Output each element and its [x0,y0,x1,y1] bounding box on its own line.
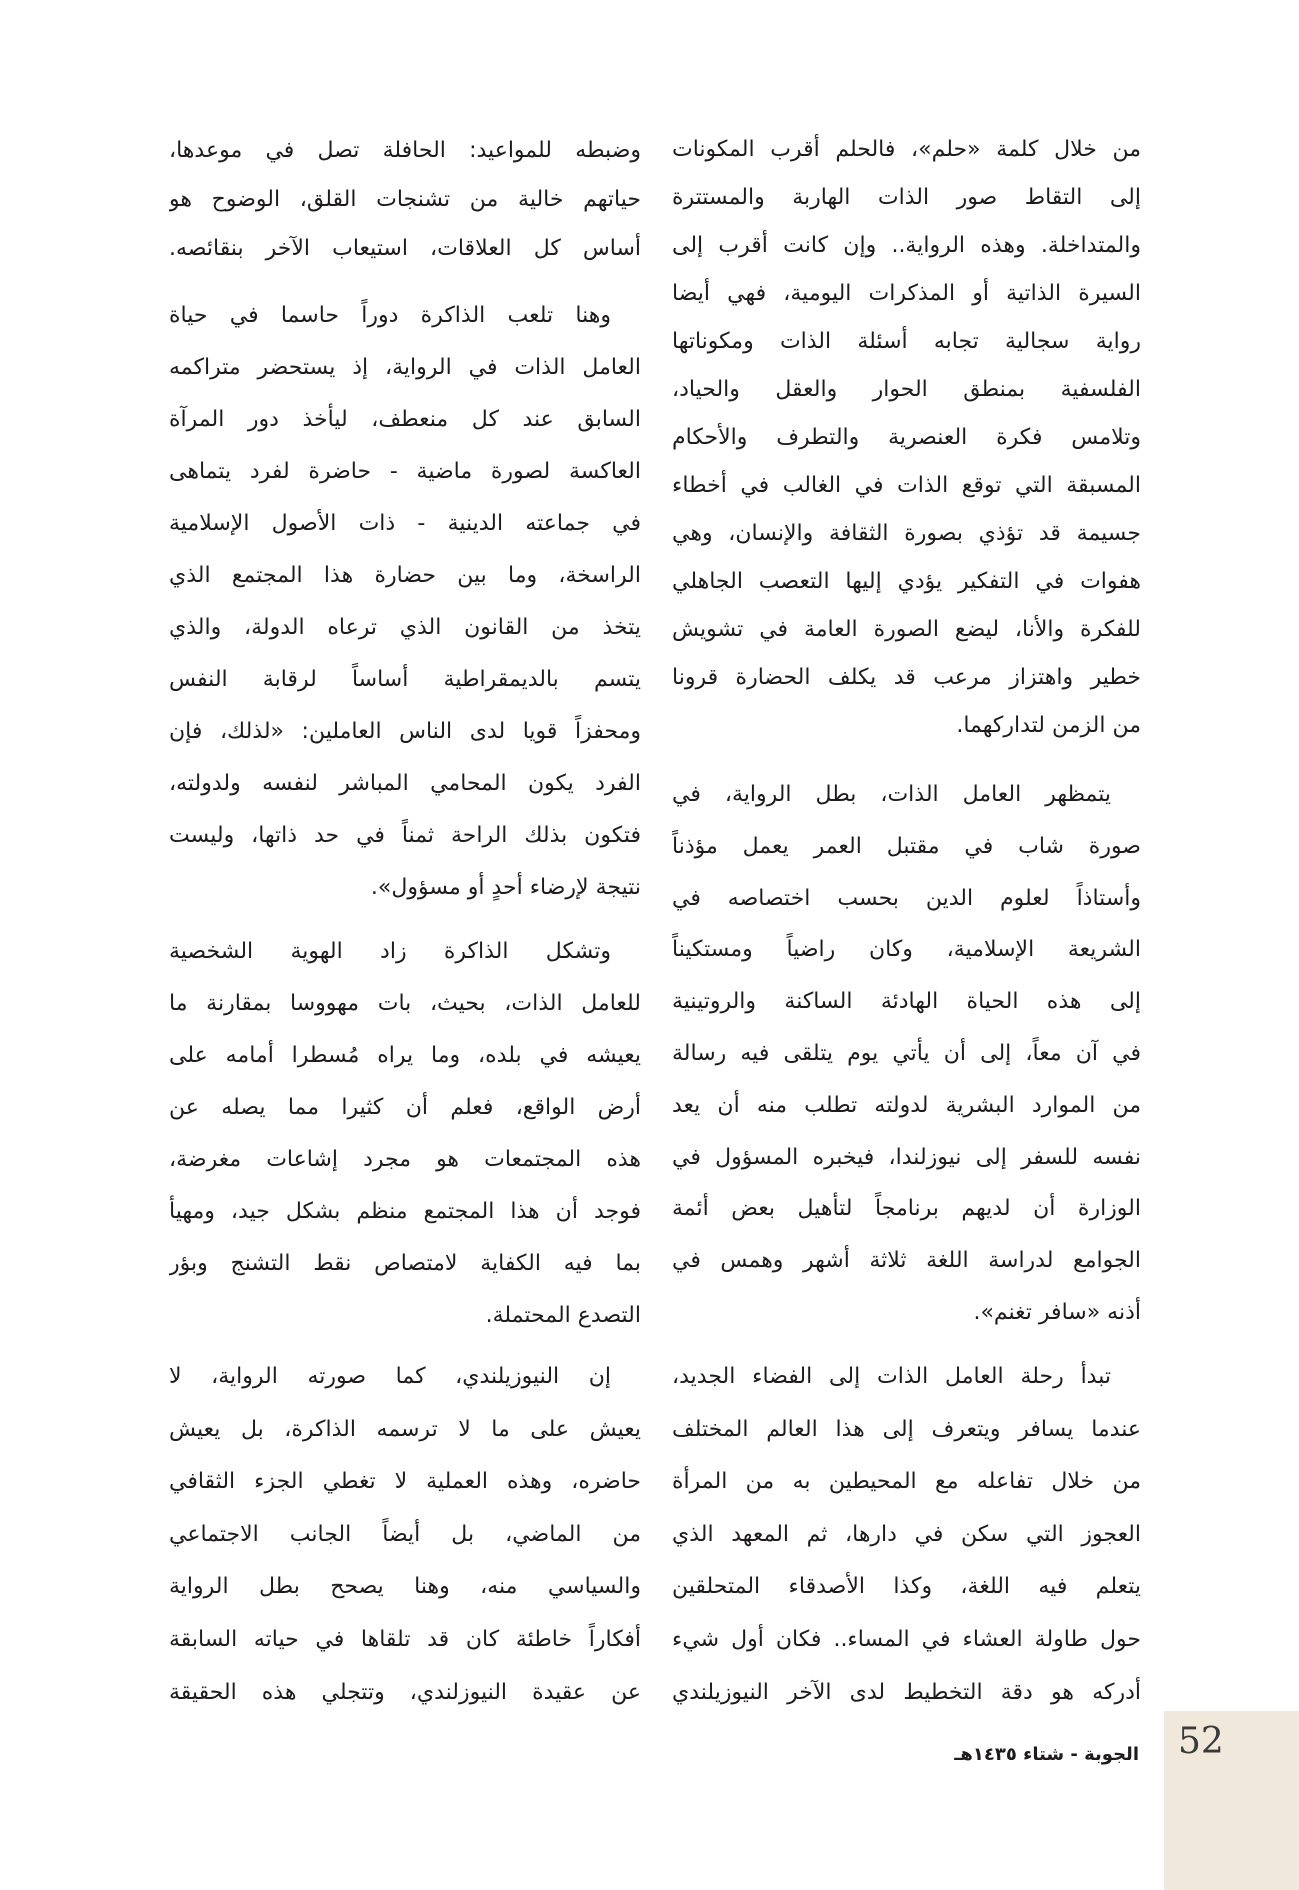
text-line: يتمظهر العامل الذات، بطل الرواية، في [672,782,1111,807]
text-line: عن عقيدة النيوزلندي، وتتجلي هذه الحقيقة [169,1679,641,1705]
text-line: خطير واهتزاز مرعب قد يكلف الحضارة قرونا [672,665,1141,690]
text-line: الشريعة الإسلامية، وكان راضياً ومستكيناً [672,937,1141,963]
text-line: أذنه «سافر تغنم». [973,1299,1141,1325]
text-line: عندما يسافر ويتعرف إلى هذا العالم المختلف [672,1416,1141,1442]
text-line: هذه المجتمعات هو مجرد إشاعات مغرضة، [169,1147,641,1172]
text-line: الفلسفية بمنطق الحوار والعقل والحياد، [672,377,1141,402]
paragraph [672,126,1141,750]
text-line: وتشكل الذاكرة زاد الهوية الشخصية [169,939,611,964]
text-line: التصدع المحتملة. [485,1303,641,1328]
text-line: للفكرة والأنا، ليضع الصورة العامة في تشويش [672,617,1141,642]
page-number-tab [1164,1711,1299,1890]
text-line: إن النيوزيلندي، كما صورته الرواية، لا [169,1364,611,1389]
text-line: أساس كل العلاقات، استيعاب الآخر بنقائصه. [169,236,641,261]
text-line: تبدأ رحلة العامل الذات إلى الفضاء الجديد، [672,1364,1111,1389]
text-line: نفسه للسفر إلى نيوزلندا، فيخبره المسؤول في [672,1144,1141,1170]
text-line: في آن معاً، إلى أن يأتي يوم يتلقى فيه رسالة [672,1040,1141,1066]
text-line: يتخذ من القانون الذي ترعاه الدولة، والذي [169,615,641,640]
text-line: العجوز التي سكن في دارها، ثم المعهد الذي [672,1521,1141,1547]
text-line: بما فيه الكفاية لامتصاص نقط التشنج وبؤر [169,1251,641,1276]
text-line: السيرة الذاتية أو المذكرات اليومية، فهي أيضا [672,281,1141,306]
text-line: حاضره، وهذه العملية لا تغطي الجزء الثقافي [169,1469,641,1495]
text-line: السابق عند كل منعطف، ليأخذ دور المرآة [169,407,641,432]
paragraph [169,926,641,1342]
text-line: وأستاذاً لعلوم الدين بحسب اختصاصه في [672,885,1141,911]
left-column [169,0,641,1720]
text-line: صورة شاب في مقتبل العمر يعمل مؤذناً [672,833,1141,859]
text-line: في جماعته الدينية - ذات الأصول الإسلامية [169,511,641,536]
text-line: وتلامس فكرة العنصرية والتطرف والأحكام [672,425,1141,450]
text-line: الراسخة، وما بين حضارة هذا المجتمع الذي [169,563,641,588]
text-line: العاكسة لصورة ماضية - حاضرة لفرد يتماهى [169,459,641,484]
text-line: يعيش على ما لا ترسمه الذاكرة، بل يعيش [169,1416,641,1442]
text-line: من الموارد البشرية لدولته تطلب منه أن يعد [672,1092,1141,1118]
text-line: العامل الذات في الرواية، إذ يستحضر متراكمه [169,355,641,380]
text-line: المسبقة التي توقع الذات في الغالب في أخطاء [672,473,1141,498]
text-line: والسياسي منه، وهنا يصحح بطل الرواية [169,1574,641,1600]
paragraph [672,769,1141,1339]
text-line: أدركه هو دقة التخطيط لدى الآخر النيوزيلندي [672,1679,1141,1705]
text-line: يعيشه في بلده، وما يراه مُسطرا أمامه على [169,1043,641,1068]
text-line: من الماضي، بل أيضاً الجانب الاجتماعي [169,1521,641,1547]
text-line: الوزارة أن لديهم برنامجاً لتأهيل بعض أئمة [672,1196,1141,1222]
page-number: 52 [1178,1721,1224,1762]
text-line: من خلال تفاعله مع المحيطين به من المرأة [672,1469,1141,1495]
text-line: أرض الواقع، فعلم أن كثيرا مما يصله عن [169,1095,641,1120]
text-line: وضبطه للمواعيد: الحافلة تصل في موعدها، [169,138,641,163]
text-line: للعامل الذات، بحيث، بات مهووسا بمقارنة ما [169,991,641,1016]
paragraph [169,290,641,914]
running-footer: الجوبة - شتاء ١٤٣٥هـ [954,1744,1139,1765]
text-line: رواية سجالية تجابه أسئلة الذات ومكوناتها [672,329,1141,354]
text-line: والمتداخلة. وهذه الرواية.. وإن كانت أقرب إلى [672,233,1141,258]
text-line: الفرد يكون المحامي المباشر لنفسه ولدولته، [169,771,641,796]
text-line: جسيمة قد تؤذي بصورة الثقافة والإنسان، وهي [672,521,1141,546]
text-line: حياتهم خالية من تشنجات القلق، الوضوح هو [169,187,641,212]
text-line: هفوات في التفكير يؤدي إليها التعصب الجاهلي [672,569,1141,594]
text-line: نتيجة لإرضاء أحدٍ أو مسؤول». [370,875,641,900]
text-line: وهنا تلعب الذاكرة دوراً حاسما في حياة [169,303,611,328]
text-line: الجوامع لدراسة اللغة ثلاثة أشهر وهمس في [672,1248,1141,1274]
paragraph [169,126,641,273]
text-line: من خلال كلمة «حلم»، فالحلم أقرب المكونات [672,137,1141,162]
text-line: فوجد أن هذا المجتمع منظم بشكل جيد، ومهيأ [169,1199,641,1224]
text-line: يتعلم فيه اللغة، وكذا الأصدقاء المتحلقين [672,1574,1141,1600]
text-line: من الزمن لتداركهما. [956,713,1141,738]
paragraph [672,1351,1141,1719]
text-line: أفكاراً خاطئة كان قد تلقاها في حياته السابقة [169,1626,641,1652]
text-line: إلى التقاط صور الذات الهاربة والمستترة [672,185,1141,210]
right-column [672,0,1141,1720]
text-line: إلى هذه الحياة الهادئة الساكنة والروتينية [672,989,1141,1015]
text-line: فتكون بذلك الراحة ثمناً في حد ذاتها، وليست [169,823,641,848]
text-line: حول طاولة العشاء في المساء.. فكان أول شيء [672,1626,1141,1652]
text-line: ومحفزاً قويا لدى الناس العاملين: «لذلك، فإن [169,719,641,744]
paragraph [169,1351,641,1719]
text-line: يتسم بالديمقراطية أساساً لرقابة النفس [169,667,641,692]
